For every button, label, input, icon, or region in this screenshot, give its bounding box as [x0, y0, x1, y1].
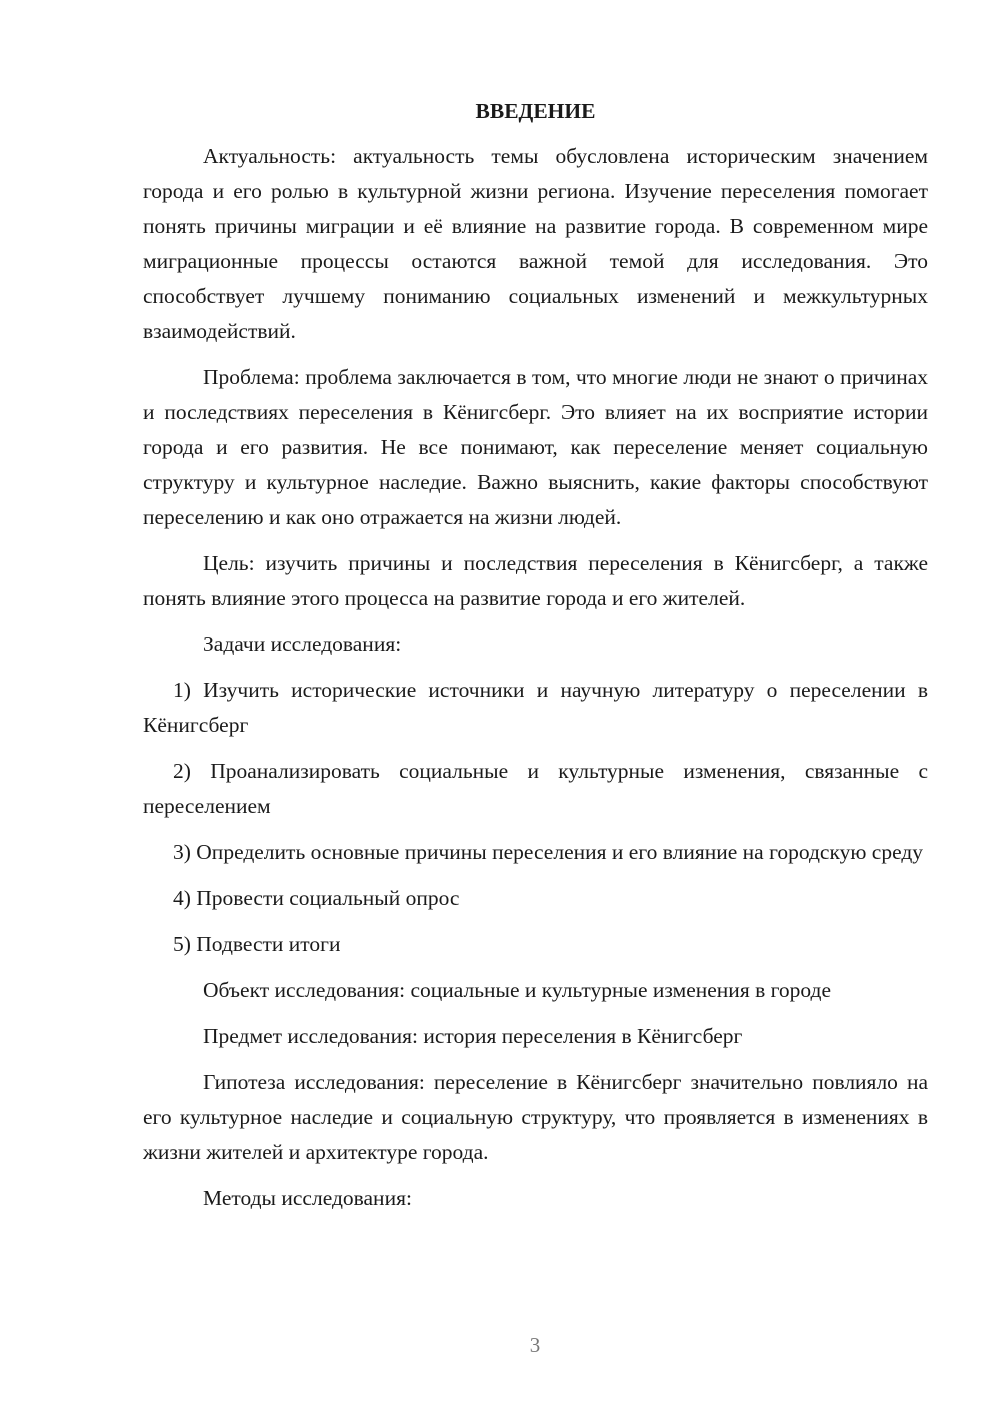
- task-item-4: 4) Провести социальный опрос: [173, 886, 460, 910]
- paragraph-relevance: Актуальность: актуальность темы обусловлена историческим значением города и его ролью в культурной жизни региона. Изучение переселения помогает понять причины миграции и её влияние на развитие города. В современном мире миграционные процессы остаются важной темой для исследования. Это способствует лучшему пониманию социальных изменений и межкультурных взаимодействий.: [143, 144, 928, 343]
- paragraph-goal: Цель: изучить причины и последствия переселения в Кёнигсберг, а также понять влияние этого процесса на развитие города и его жителей.: [143, 551, 928, 610]
- task-item-1: 1) Изучить исторические источники и научную литературу о переселении в Кёнигсберг: [143, 678, 928, 737]
- page-number: 3: [529, 1333, 541, 1357]
- paragraph-methods: Методы исследования:: [203, 1186, 412, 1210]
- task-item-2: 2) Проанализировать социальные и культурные изменения, связанные с переселением: [143, 759, 928, 818]
- paragraph-tasks-heading: Задачи исследования:: [203, 632, 402, 656]
- task-item-5: 5) Подвести итоги: [173, 932, 341, 956]
- paragraph-problem: Проблема: проблема заключается в том, что многие люди не знают о причинах и последствиях переселения в Кёнигсберг. Это влияет на их восприятие истории города и его развития. Не все понимают, как переселение меняет социальную структуру и культурное наследие. Важно выяснить, какие факторы способствуют переселению и как оно отражается на жизни людей.: [143, 365, 928, 529]
- task-item-3: 3) Определить основные причины переселения и его влияние на городскую среду: [173, 840, 924, 864]
- paragraph-subject: Предмет исследования: история переселения в Кёнигсберг: [203, 1024, 743, 1048]
- paragraph-object: Объект исследования: социальные и культурные изменения в городе: [203, 978, 832, 1002]
- section-title: ВВЕДЕНИЕ: [475, 99, 596, 123]
- document-page: [143, 94, 928, 1227]
- paragraph-hypothesis: Гипотеза исследования: переселение в Кёнигсберг значительно повлияло на его культурное наследие и социальную структуру, что проявляется в изменениях в жизни жителей и архитектуре города.: [143, 1070, 928, 1164]
